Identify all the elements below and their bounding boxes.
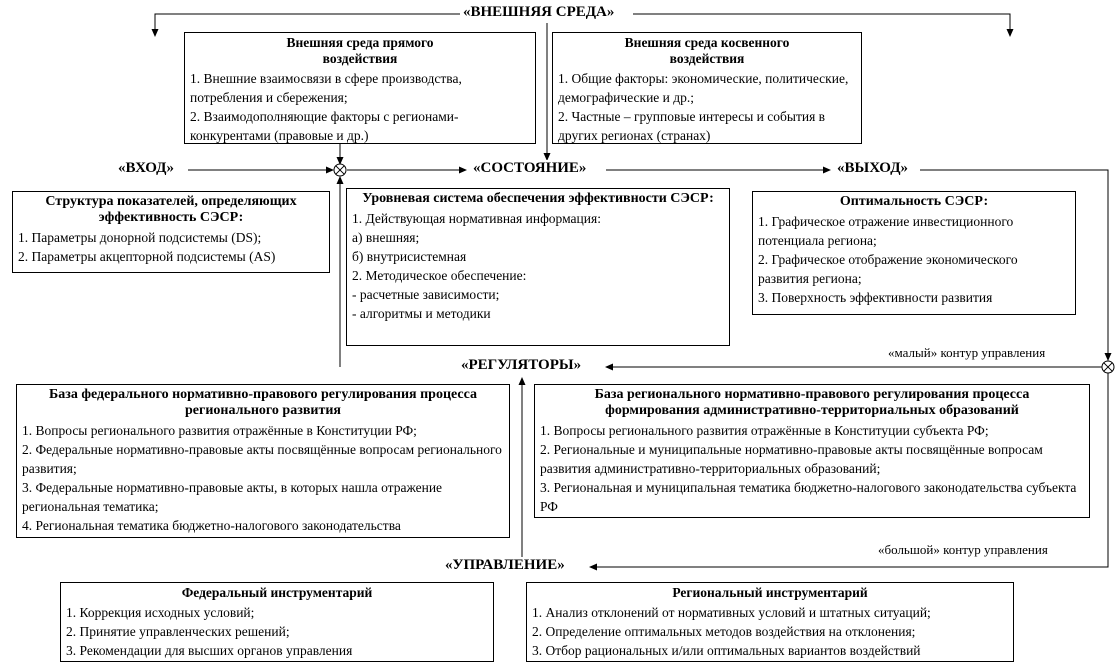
optimality-title: Оптимальность СЭСР: — [839, 194, 989, 209]
regional-tools-item-3: 3. Отбор рациональных и/или оптимальных вариантов воздействий — [532, 643, 921, 658]
optimality-item-2: 2. Графическое отображение экономического развития региона; — [758, 252, 1018, 286]
regional-base-title: База регионального нормативно-правового регулирования процесса формирования административно-территориальных образований — [594, 387, 1030, 418]
regional-tools-title: Региональный инструментарий — [672, 585, 868, 600]
federal-base-item-4: 4. Региональная тематика бюджетно-налогового законодательства — [22, 518, 401, 533]
level-system-item-5: - расчетные зависимости; — [352, 287, 500, 302]
big-loop-note: «большой» контур управления — [878, 542, 1048, 557]
label-env: «ВНЕШНЯЯ СРЕДА» — [460, 4, 617, 21]
level-system-item-6: - алгоритмы и методики — [352, 306, 491, 321]
regional-base-item-3: 3. Региональная и муниципальная тематика бюджетно-налогового законодательства субъекта РФ — [540, 480, 1077, 514]
indicators-box — [12, 191, 330, 273]
level-system-item-4: 2. Методическое обеспечение: — [352, 268, 527, 283]
sum-junction-top — [334, 164, 346, 176]
regional-base-item-2: 2. Региональные и муниципальные нормативно-правовые акты посвящённые вопросам развития административно-территориальных образований; — [540, 442, 1043, 476]
indirect-env-title: Внешняя среда косвенного воздействия — [624, 35, 790, 66]
indicators-item-1: 1. Параметры донорной подсистемы (DS); — [18, 230, 262, 245]
federal-tools-item-3: 3. Рекомендации для высших органов управления — [66, 643, 353, 658]
level-system-item-1: 1. Действующая нормативная информация: — [352, 211, 601, 226]
indirect-env-item-1: 1. Общие факторы: экономические, политические, демографические и др.; — [558, 71, 849, 105]
regional-tools-box — [526, 582, 1014, 662]
indicators-title: Структура показателей, определяющих эффективность СЭСР: — [45, 194, 297, 225]
small-loop-note: «малый» контур управления — [888, 345, 1046, 360]
federal-tools-item-1: 1. Коррекция исходных условий; — [66, 605, 255, 620]
level-system-box — [346, 188, 730, 346]
federal-base-item-3: 3. Федеральные нормативно-правовые акты, в которых нашла отражение региональная тематика; — [22, 480, 443, 514]
label-input: «ВХОД» — [115, 160, 177, 177]
federal-base-box — [16, 384, 510, 538]
label-output: «ВЫХОД» — [834, 160, 911, 177]
direct-env-title: Внешняя среда прямого воздействия — [286, 35, 434, 66]
level-system-item-3: б) внутрисистемная — [352, 249, 467, 264]
indirect-env-box — [552, 32, 862, 144]
label-control: «УПРАВЛЕНИЕ» — [442, 557, 568, 574]
regional-tools-item-1: 1. Анализ отклонений от нормативных условий и штатных ситуаций; — [532, 605, 931, 620]
federal-base-item-2: 2. Федеральные нормативно-правовые акты посвящённые вопросам регионального развития; — [22, 442, 502, 476]
optimality-box — [752, 191, 1076, 315]
direct-env-item-2: 2. Взаимодополняющие факторы с регионами-конкурентами (правовые и др.) — [190, 109, 459, 143]
label-state: «СОСТОЯНИЕ» — [470, 160, 589, 177]
regional-base-item-1: 1. Вопросы регионального развития отражённые в Конституции субъекта РФ; — [540, 423, 989, 438]
indirect-env-item-2: 2. Частные – групповые интересы и события в других регионах (странах) — [558, 109, 826, 143]
direct-env-item-1: 1. Внешние взаимосвязи в сфере производства, потребления и сбережения; — [190, 71, 462, 105]
federal-base-title: База федерального нормативно-правового регулирования процесса регионального развития — [48, 387, 478, 418]
federal-base-item-1: 1. Вопросы регионального развития отражённые в Конституции РФ; — [22, 423, 417, 438]
regional-tools-item-2: 2. Определение оптимальных методов воздействия на отклонения; — [532, 624, 916, 639]
optimality-item-3: 3. Поверхность эффективности развития — [758, 290, 993, 305]
federal-tools-title: Федеральный инструментарий — [181, 585, 373, 600]
federal-tools-item-2: 2. Принятие управленческих решений; — [66, 624, 290, 639]
indicators-item-2: 2. Параметры акцепторной подсистемы (AS) — [18, 249, 276, 264]
label-regulators: «РЕГУЛЯТОРЫ» — [458, 357, 584, 374]
level-system-item-2: а) внешняя; — [352, 230, 420, 245]
federal-tools-box — [60, 582, 494, 662]
level-system-title: Уровневая система обеспечения эффективности СЭСР: — [362, 191, 714, 206]
regional-base-box — [534, 384, 1090, 518]
direct-env-box — [184, 32, 536, 144]
optimality-item-1: 1. Графическое отражение инвестиционного потенциала региона; — [758, 214, 1014, 248]
sum-junction-right — [1102, 361, 1114, 373]
